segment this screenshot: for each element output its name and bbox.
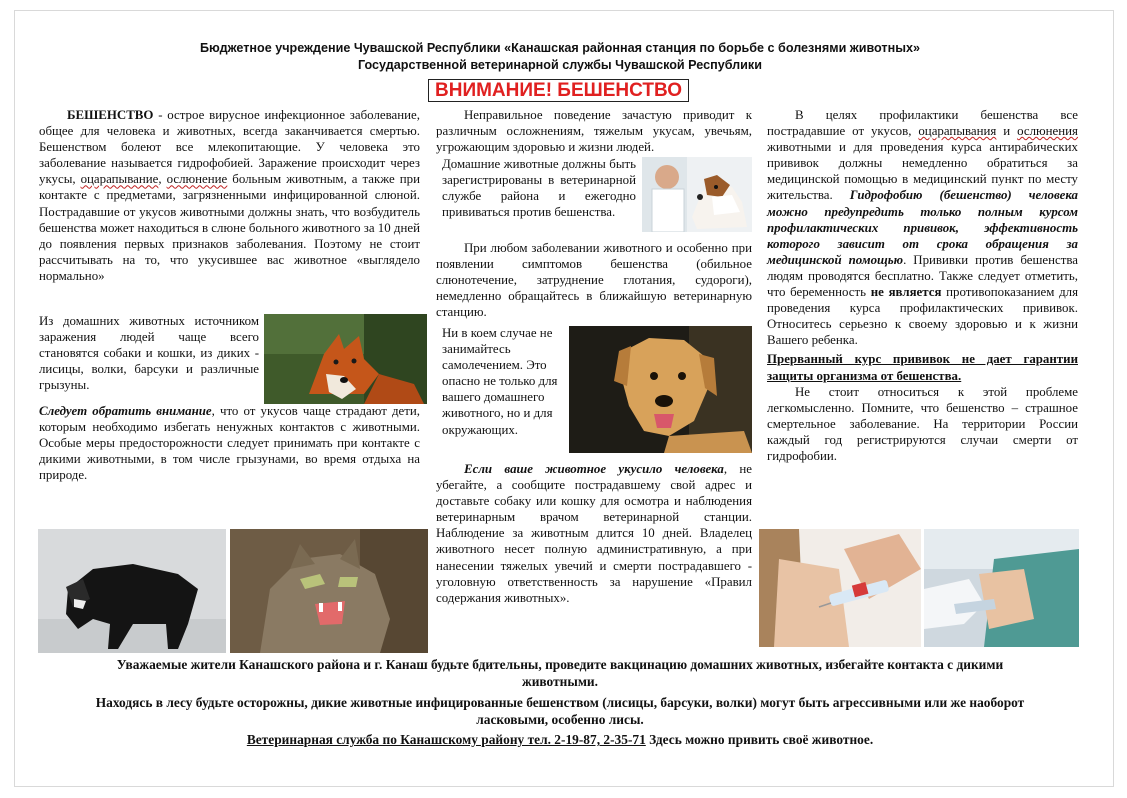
middle-paragraph-4: Ни в коем случае не занимайтесь самолечением. Это опасно не только для вашего домашнего животного, но и для окружающих.: [442, 326, 558, 437]
left-paragraph-1: БЕШЕНСТВО - острое вирусное инфекционное заболевание, общее для человека и животных, всегда заканчивается смертью. Бешенством болеют все млекопитающие. У человека это заболевание называется гидрофобией. Заражение происходит через укусы, оцарапывание, ослюнение больным животным, а также при контакте с предметами, загрязненными инфицированной слюной. Пострадавшие от укусов животными должны знать, что возбудитель бешенства может находиться в слюне больного животного за 10 дней до появления первых признаков заболевания. Поэтому не стоит рассчитывать на то, что укусившее вас животное «выглядело нормально»: [39, 108, 420, 283]
left-paragraph-2: Из домашних животных источником заражения людей чаще всего становятся собаки и кошки, из диких - лисицы, волки, барсуки и различные грызуны.: [39, 314, 259, 393]
middle-paragraph-5: Если ваше животное укусило человека, не убегайте, а сообщите пострадавшему свой адрес и доставьте собаку или кошку для осмотра и наблюдения ветеринарным врачом ветеринарной станции. Наблюдение за животным длится 10 дней. Владелец животного несет полную административную, а при нанесении тяжелых увечий и смерти пострадавшего - уголовную ответственность за нарушение «Правил содержания животных».: [436, 462, 752, 605]
left-paragraph-3-wrap: [39, 403, 420, 483]
middle-paragraph-4-wrap: [442, 325, 562, 438]
shoulder-vaccination-photo: [924, 529, 1079, 647]
left-column: [39, 107, 420, 284]
header-line-2: Государственной ветеринарной службы Чувашской Республики: [358, 58, 762, 72]
footer-line-2: Находясь в лесу будьте осторожны, дикие животные инфицированные бешенством (лисицы, барсуки, волки) могут быть агрессивными или же наоборот ласковыми, особенно лисы.: [95, 695, 1025, 727]
right-paragraph-1-wrap: [767, 107, 1078, 464]
header-organization: [120, 40, 1000, 74]
vet-with-dog-photo: [642, 157, 752, 232]
middle-paragraph-3: При любом заболевании животного и особенно при появлении симптомов бешенства (обильное слюнотечение, затруднение глотания, судороги), немедленно обращайтесь в ближайшую ветеринарную станцию.: [436, 241, 752, 320]
middle-paragraph-1-wrap: [436, 107, 752, 155]
left-paragraph-2-wrap: [39, 313, 259, 393]
page-title: ВНИМАНИЕ! БЕШЕНСТВО: [428, 79, 689, 102]
right-paragraph-1: В целях профилактики бешенства все пострадавшие от укусов, оцарапывания и ослюнения животными и для проведения курса антирабических прививок должны немедленно обратиться за медицинской помощью в медицинский пункт по месту жительства. Гидрофобию (бешенство) человека можно предупредить только полным курсом профилактических прививок, эффективность которого зависит от срока обращения за медицинской помощью. Прививки против бешенства людям проводятся бесплатно. Также следует отметить, что беременность не является противопоказанием для проведения курса профилактических прививок. Относитесь серьезно к своему здоровью и к жизни Вашего ребенка.: [767, 108, 1078, 348]
rabies-term: БЕШЕНСТВО: [67, 108, 154, 122]
middle-paragraph-2-wrap: [442, 156, 636, 220]
left-paragraph-3: Следует обратить внимание, что от укусов чаще страдают дети, которым необходимо избегать ненужных контактов с животными. Особые меры предосторожности следует принимать при контакте с дикими животными, в том числе грызунами, во время отдыха на природе.: [39, 404, 420, 483]
footer-line-1: Уважаемые жители Канашского района и г. Канаш будьте бдительны, проведите вакцинацию домашних животных, избегайте контакта с дикими животными.: [116, 657, 1004, 689]
middle-paragraph-3-wrap: [436, 240, 752, 320]
dog-photo: [569, 326, 752, 453]
footer-contact-tail: Здесь можно привить своё животное.: [645, 732, 874, 747]
fox-photo: [264, 314, 427, 404]
aggressive-black-dog-photo: [38, 529, 226, 653]
footer: [40, 656, 1080, 748]
title-wrap: [0, 80, 1117, 102]
middle-paragraph-5-wrap: [436, 461, 752, 606]
middle-paragraph-1: Неправильное поведение зачастую приводит к различным осложнениям, тяжелым укусам, увечьям, угрожающим здоровью и жизни людей.: [436, 108, 752, 155]
footer-contact-line: [40, 731, 1080, 748]
right-paragraph-2: Не стоит относиться к этой проблеме легкомысленно. Помните, что бешенство – страшное смертельное заболевание. На территории России каждый год регистрируются случаи смерти от гидрофобии.: [767, 384, 1078, 463]
hissing-cat-photo: [230, 529, 428, 653]
vaccination-injection-photo: [759, 529, 921, 647]
footer-contact: Ветеринарная служба по Канашскому району тел. 2-19-87, 2-35-71: [246, 732, 646, 747]
right-warning: Прерванный курс прививок не дает гарантии защиты организма от бешенства.: [767, 352, 1078, 383]
header-line-1: Бюджетное учреждение Чувашской Республики «Канашская районная станция по борьбе с болезнями животных»: [200, 41, 920, 55]
middle-paragraph-2: Домашние животные должны быть зарегистрированы в ветеринарной службе района и ежегодно прививаться против бешенства.: [442, 157, 636, 220]
